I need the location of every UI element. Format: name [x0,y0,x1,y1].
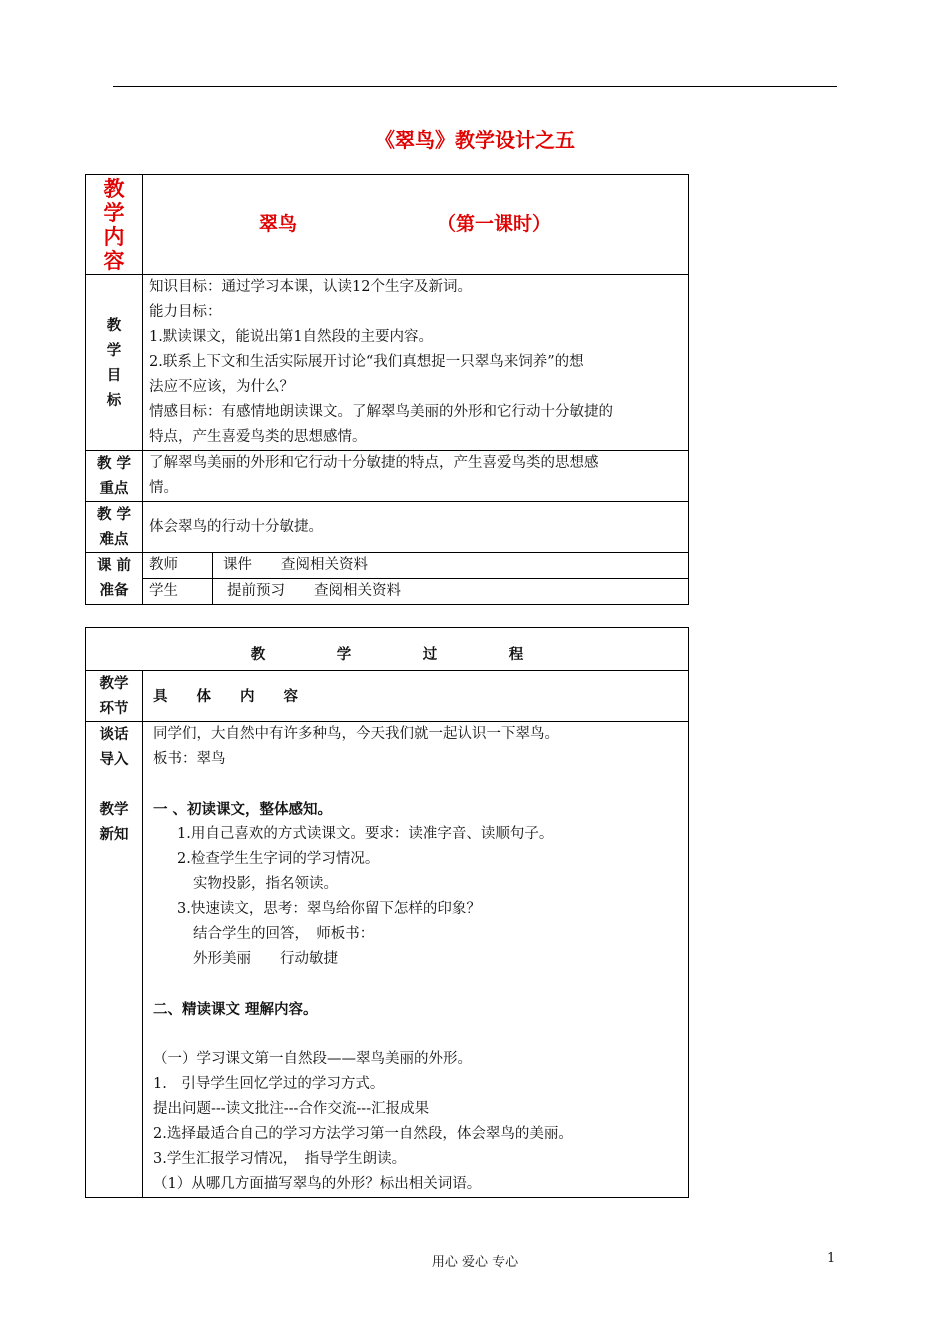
process-line [153,1022,682,1047]
process-line: 板书：翠鸟 [153,751,226,767]
process-line: 外形美丽 行动敏捷 [193,951,338,967]
process-line [153,772,682,797]
preparation-label: 课 前 准备 [86,553,143,605]
section-heading: 一 、初读课文，整体感知。 [153,801,333,818]
phase-column-label: 教学 环节 [86,671,143,722]
page-footer: 用心 爱心 专心 [431,1255,519,1270]
goals-content: 知识目标：通过学习本课，认读12个生字及新词。 能力目标： 1.默读课文，能说出第1自然段的主要内容。 2.联系上下文和生活实际展开讨论“我们真想捉一只翠鸟来饲养”的想 法应不应该，为什么？ 情感目标：有感情地朗读课文。了解翠鸟美丽的外形和它行动十分敏捷的 特点，产生喜爱鸟类的思想感情。 [143,275,689,451]
prep-teacher-items: 课件 查阅相关资料 [213,553,689,579]
process-line: 2.选择最适合自己的学习方法学习第一自然段，体会翠鸟的美丽。 [153,1126,573,1142]
lesson-period: （第一课时） [437,213,552,235]
document-title: 《翠鸟》教学设计之五 [375,128,575,152]
key-points-label: 教 学 重点 [86,451,143,502]
content-column-label: 具 体 内 容 [143,671,689,722]
difficulty-label: 教 学 难点 [86,502,143,553]
lesson-info-table [85,174,689,605]
process-header: 教 学 过 程 [86,628,689,671]
prep-student-items: 提前预习 查阅相关资料 [213,579,689,605]
process-content [143,722,689,1198]
content-label: 教 学 内 容 [86,175,143,275]
process-line: 2.检查学生生字词的学习情况。 [177,851,380,867]
process-line: 同学们，大自然中有许多种鸟，今天我们就一起认识一下翠鸟。 [153,726,559,742]
process-line: （一）学习课文第一自然段——翠鸟美丽的外形。 [153,1051,472,1067]
difficulty-content: 体会翠鸟的行动十分敏捷。 [143,502,689,553]
section-heading: 二、精读课文 理解内容。 [153,1001,318,1018]
phase-labels: 谈话 导入 教学 新知 [86,722,143,1198]
process-line: 3.快速读文，思考：翠鸟给你留下怎样的印象？ [177,901,481,917]
process-line [153,972,682,997]
process-line: 3.学生汇报学习情况， 指导学生朗读。 [153,1151,407,1167]
process-line: 1.用自己喜欢的方式读课文。要求：读准字音、读顺句子。 [177,826,554,842]
process-line: 结合学生的回答， 师板书： [193,926,375,942]
goals-label: 教 学 目 标 [86,275,143,451]
key-points-content: 了解翠鸟美丽的外形和它行动十分敏捷的特点，产生喜爱鸟类的思想感 情。 [143,451,689,502]
process-line: （1）从哪几方面描写翠鸟的外形？标出相关词语。 [153,1176,482,1192]
process-line: 1. 引导学生回忆学过的学习方式。 [153,1076,385,1092]
page-number: 1 [827,1251,836,1266]
process-line: 实物投影，指名领读。 [193,876,338,892]
teaching-process-table [85,627,689,1198]
process-line: 提出问题---读文批注---合作交流---汇报成果 [153,1101,430,1117]
prep-student-role: 学生 [143,579,213,605]
prep-teacher-role: 教师 [143,553,213,579]
content-title-cell [143,175,689,275]
lesson-name: 翠鸟 [259,213,298,235]
header-rule [113,86,837,87]
